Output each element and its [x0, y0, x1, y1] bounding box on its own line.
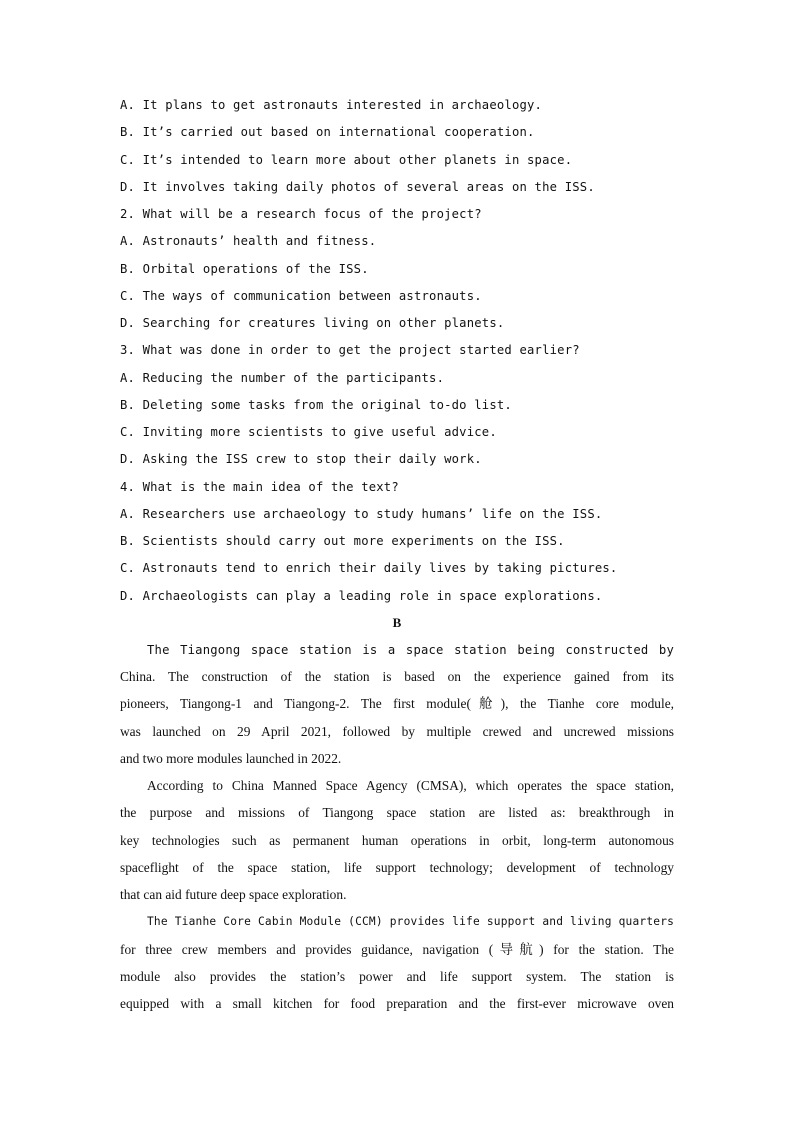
p3-line-2: for three crew members and provides guidance, navigation (导航) for the station. The [120, 942, 674, 957]
p1-line-1: The Tiangong space station is a space station being constructed by [147, 643, 674, 657]
p1-line-2: China. The construction of the station is based on the experience gained from its [120, 669, 674, 684]
q4-option-c: C. Astronauts tend to enrich their daily lives by taking pictures. [120, 561, 618, 575]
p2-line-5: that can aid future deep space exploration. [120, 887, 347, 902]
q4-option-d: D. Archaeologists can play a leading role in space explorations. [120, 589, 603, 603]
q2-option-c: C. The ways of communication between astronauts. [120, 289, 482, 303]
p3-line-4: equipped with a small kitchen for food preparation and the first-ever microwave oven [120, 996, 674, 1011]
q3-option-c: C. Inviting more scientists to give useful advice. [120, 425, 497, 439]
p3-line-3: module also provides the station’s power and life support system. The station is [120, 969, 674, 984]
q1-option-a: A. It plans to get astronauts interested in archaeology. [120, 98, 543, 112]
p2-line-2: the purpose and missions of Tiangong space station are listed as: breakthrough in [120, 805, 674, 820]
q3-option-d: D. Asking the ISS crew to stop their daily work. [120, 452, 482, 466]
q4-question: 4. What is the main idea of the text? [120, 480, 399, 494]
section-heading: B [392, 615, 402, 630]
q2-option-d: D. Searching for creatures living on other planets. [120, 316, 505, 330]
q1-option-b: B. It’s carried out based on international cooperation. [120, 125, 535, 139]
p1-line-3: pioneers, Tiangong-1 and Tiangong-2. The first module(舱), the Tianhe core module, [120, 696, 674, 711]
p1-line-5: and two more modules launched in 2022. [120, 751, 342, 766]
q2-option-a: A. Astronauts’ health and fitness. [120, 234, 377, 248]
p1-line-4: was launched on 29 April 2021, followed by multiple crewed and uncrewed missions [120, 724, 674, 739]
q1-option-d: D. It involves taking daily photos of several areas on the ISS. [120, 180, 595, 194]
q4-option-b: B. Scientists should carry out more experiments on the ISS. [120, 534, 565, 548]
q3-option-b: B. Deleting some tasks from the original to-do list. [120, 398, 512, 412]
p2-line-4: spaceflight of the space station, life support technology; development of technology [120, 860, 674, 875]
q4-option-a: A. Researchers use archaeology to study humans’ life on the ISS. [120, 507, 603, 521]
q2-question: 2. What will be a research focus of the project? [120, 207, 482, 221]
q2-option-b: B. Orbital operations of the ISS. [120, 262, 369, 276]
q3-question: 3. What was done in order to get the project started earlier? [120, 343, 580, 357]
p3-line-1: The Tianhe Core Cabin Module (CCM) provides life support and living quarters [147, 915, 674, 928]
p2-line-1: According to China Manned Space Agency (CMSA), which operates the space station, [147, 778, 674, 793]
q3-option-a: A. Reducing the number of the participants. [120, 371, 445, 385]
q1-option-c: C. It’s intended to learn more about other planets in space. [120, 153, 573, 167]
p2-line-3: key technologies such as permanent human operations in orbit, long-term autonomous [120, 833, 674, 848]
